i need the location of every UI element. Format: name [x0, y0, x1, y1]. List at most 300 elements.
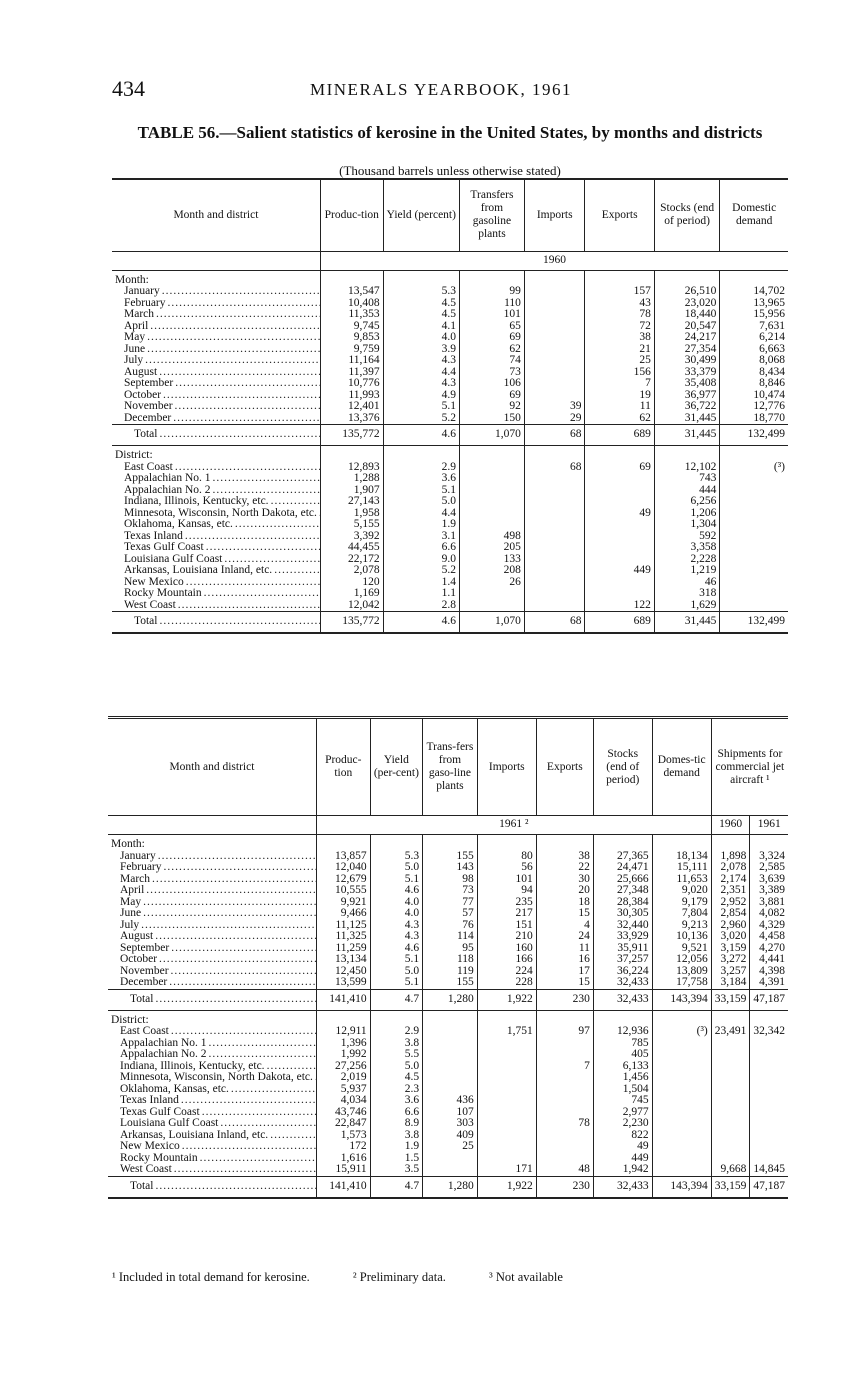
data-cell: 4.5	[383, 309, 459, 321]
empty-cell	[477, 1010, 536, 1026]
data-cell: 12,102	[654, 462, 720, 474]
data-cell: 74	[459, 355, 524, 367]
table-row	[108, 1153, 788, 1165]
data-cell: (³)	[720, 462, 788, 474]
data-cell: 43	[585, 298, 654, 310]
empty-cell	[750, 1107, 788, 1119]
data-cell: 5.0	[370, 862, 422, 874]
data-cell: 3.8	[370, 1130, 422, 1142]
data-cell: 5.5	[370, 1049, 422, 1061]
year-header: 1960	[320, 251, 788, 270]
data-cell: 5.0	[383, 496, 459, 508]
total-cell: 47,187	[750, 989, 788, 1010]
empty-cell	[524, 355, 585, 367]
empty-cell	[711, 1072, 750, 1084]
empty-cell	[652, 1164, 711, 1176]
empty-cell	[652, 1038, 711, 1050]
empty-cell	[652, 1095, 711, 1107]
data-cell: 18,770	[720, 413, 788, 425]
data-cell: 3,389	[750, 885, 788, 897]
empty-cell	[459, 462, 524, 474]
empty-cell	[585, 473, 654, 485]
table-row	[108, 885, 788, 897]
empty-cell	[477, 1095, 536, 1107]
ship-year-header: 1960	[711, 816, 750, 835]
empty-cell	[524, 446, 585, 462]
empty-cell	[316, 835, 370, 851]
data-cell: 2,854	[711, 908, 750, 920]
data-cell: 48	[536, 1164, 593, 1176]
empty-cell	[720, 600, 788, 612]
data-cell: 4	[536, 920, 593, 932]
table-row	[112, 286, 788, 298]
data-cell: 4.3	[383, 378, 459, 390]
data-cell: 228	[477, 977, 536, 989]
data-cell: 3.9	[383, 344, 459, 356]
data-cell: 9,466	[316, 908, 370, 920]
data-cell: 49	[585, 508, 654, 520]
col-header: Yield (per-cent)	[370, 718, 422, 816]
empty-cell	[423, 1038, 478, 1050]
data-cell: 35,911	[593, 943, 652, 955]
total-cell: 31,445	[654, 612, 720, 634]
row-label: January .....	[108, 851, 316, 863]
data-cell: 49	[593, 1141, 652, 1153]
empty-cell	[720, 588, 788, 600]
row-label: Total .....	[112, 612, 320, 634]
data-cell: 12,911	[316, 1026, 370, 1038]
col-header: Month and district	[108, 718, 316, 816]
data-cell: 5.3	[370, 851, 422, 863]
section-label: Month:	[115, 273, 149, 286]
table-row	[108, 908, 788, 920]
col-header: Produc-tion	[320, 179, 383, 251]
empty-cell	[477, 1107, 536, 1119]
data-cell: 8,434	[720, 367, 788, 379]
table-row	[112, 600, 788, 612]
empty-cell	[720, 508, 788, 520]
empty-cell	[536, 835, 593, 851]
table-row	[112, 496, 788, 508]
row-label: July .....	[108, 920, 316, 932]
total-cell: 33,159	[711, 1176, 750, 1198]
table-row	[108, 1072, 788, 1084]
empty-cell	[536, 1095, 593, 1107]
data-cell: 9,179	[652, 897, 711, 909]
footnotes	[112, 1270, 788, 1285]
row-label: October .....	[112, 390, 320, 402]
data-cell: 98	[423, 874, 478, 886]
empty-cell	[652, 1153, 711, 1165]
empty-cell	[423, 1153, 478, 1165]
data-cell: 36,224	[593, 966, 652, 978]
data-cell: 4,270	[750, 943, 788, 955]
row-label: July .....	[112, 355, 320, 367]
total-row	[108, 989, 788, 1010]
data-cell: 46	[654, 577, 720, 589]
data-cell: 12,401	[320, 401, 383, 413]
footnote: ² Preliminary data.	[352, 1270, 446, 1284]
row-label: August .....	[108, 931, 316, 943]
empty-cell	[524, 554, 585, 566]
data-cell: 15,111	[652, 862, 711, 874]
data-cell: 4,441	[750, 954, 788, 966]
empty-cell	[750, 1072, 788, 1084]
data-cell: 4,458	[750, 931, 788, 943]
data-cell: 1,616	[316, 1153, 370, 1165]
empty-cell	[524, 577, 585, 589]
data-cell: 101	[459, 309, 524, 321]
data-cell: 2,228	[654, 554, 720, 566]
data-cell: 5.1	[383, 485, 459, 497]
data-cell: 25	[585, 355, 654, 367]
empty-cell	[524, 485, 585, 497]
data-cell: 62	[459, 344, 524, 356]
data-cell: 9,668	[711, 1164, 750, 1176]
data-cell: 3,272	[711, 954, 750, 966]
empty-cell	[652, 1130, 711, 1142]
data-cell: 24,471	[593, 862, 652, 874]
row-label: September .....	[108, 943, 316, 955]
data-cell: 11,259	[316, 943, 370, 955]
data-cell: 114	[423, 931, 478, 943]
data-cell: 27,348	[593, 885, 652, 897]
data-cell: 745	[593, 1095, 652, 1107]
data-cell: 38	[585, 332, 654, 344]
data-cell: 133	[459, 554, 524, 566]
empty-cell	[524, 600, 585, 612]
empty-cell	[459, 485, 524, 497]
data-cell: 4,398	[750, 966, 788, 978]
data-cell: 2,960	[711, 920, 750, 932]
row-label: January .....	[112, 286, 320, 298]
table-row	[112, 378, 788, 390]
row-label: Minnesota, Wisconsin, North Dakota, etc. .....	[108, 1072, 316, 1084]
row-label: Texas Gulf Coast .....	[108, 1107, 316, 1119]
data-cell: 94	[477, 885, 536, 897]
data-cell: 4.5	[383, 298, 459, 310]
empty-cell	[524, 321, 585, 333]
empty-cell	[585, 446, 654, 462]
data-cell: 436	[423, 1095, 478, 1107]
empty-cell	[536, 1141, 593, 1153]
data-cell: 5.1	[370, 977, 422, 989]
data-cell: 7,804	[652, 908, 711, 920]
section-label-row	[112, 446, 788, 462]
empty-cell	[720, 531, 788, 543]
row-label: November .....	[108, 966, 316, 978]
col-header: Exports	[585, 179, 654, 251]
data-cell: 22,847	[316, 1118, 370, 1130]
data-cell: 122	[585, 600, 654, 612]
data-cell: 1,304	[654, 519, 720, 531]
data-cell: 11,653	[652, 874, 711, 886]
data-cell: 12,042	[320, 600, 383, 612]
table-row	[112, 401, 788, 413]
data-cell: 106	[459, 378, 524, 390]
data-cell: 39	[524, 401, 585, 413]
data-cell: 56	[477, 862, 536, 874]
empty-cell	[370, 835, 422, 851]
table-row	[108, 1130, 788, 1142]
table-row	[108, 1164, 788, 1176]
empty-cell	[477, 1072, 536, 1084]
data-cell: 9,745	[320, 321, 383, 333]
empty-cell	[524, 332, 585, 344]
data-cell: 4.0	[370, 908, 422, 920]
table-row	[112, 332, 788, 344]
data-cell: 3,392	[320, 531, 383, 543]
data-cell: 2.8	[383, 600, 459, 612]
row-label: West Coast .....	[108, 1164, 316, 1176]
data-cell: 22	[536, 862, 593, 874]
row-label: April .....	[112, 321, 320, 333]
empty-cell	[720, 446, 788, 462]
data-cell: 1.1	[383, 588, 459, 600]
data-cell: 449	[593, 1153, 652, 1165]
row-label: May .....	[108, 897, 316, 909]
total-cell: 32,433	[593, 1176, 652, 1198]
row-label: East Coast .....	[112, 462, 320, 474]
data-cell: 3,184	[711, 977, 750, 989]
empty-cell	[459, 446, 524, 462]
year-row	[108, 816, 788, 835]
empty-cell	[524, 286, 585, 298]
row-label: June .....	[112, 344, 320, 356]
data-cell: 28,384	[593, 897, 652, 909]
data-cell: 9,759	[320, 344, 383, 356]
empty-cell	[750, 1010, 788, 1026]
empty-cell	[652, 1084, 711, 1096]
data-cell: 5.1	[383, 401, 459, 413]
empty-cell	[750, 1049, 788, 1061]
data-cell: 5.2	[383, 413, 459, 425]
empty-cell	[524, 588, 585, 600]
data-cell: 1,907	[320, 485, 383, 497]
empty-cell	[524, 496, 585, 508]
row-label: November .....	[112, 401, 320, 413]
data-cell: 5,937	[316, 1084, 370, 1096]
data-cell: 217	[477, 908, 536, 920]
empty-cell	[720, 565, 788, 577]
empty-cell	[477, 1141, 536, 1153]
data-cell: 37,257	[593, 954, 652, 966]
total-cell: 1,070	[459, 612, 524, 634]
total-cell: 68	[524, 425, 585, 446]
data-cell: 11,397	[320, 367, 383, 379]
data-cell: 2,078	[320, 565, 383, 577]
total-cell: 4.6	[383, 612, 459, 634]
data-cell: 26,510	[654, 286, 720, 298]
data-cell: 30,499	[654, 355, 720, 367]
data-cell: 6,133	[593, 1061, 652, 1073]
total-cell: 141,410	[316, 1176, 370, 1198]
data-cell: 13,965	[720, 298, 788, 310]
empty-cell	[383, 270, 459, 286]
running-head: MINERALS YEARBOOK, 1961	[310, 80, 572, 99]
data-cell: 2,230	[593, 1118, 652, 1130]
data-cell: 69	[459, 332, 524, 344]
row-label: Louisiana Gulf Coast .....	[112, 554, 320, 566]
ship-year-header: 1961	[750, 816, 788, 835]
data-cell: 4.6	[370, 943, 422, 955]
empty-cell	[383, 446, 459, 462]
data-cell: 65	[459, 321, 524, 333]
data-cell: 151	[477, 920, 536, 932]
data-cell: 1.4	[383, 577, 459, 589]
section-label: District:	[111, 1013, 149, 1026]
data-cell: 12,056	[652, 954, 711, 966]
total-cell: 68	[524, 612, 585, 634]
empty-cell	[711, 835, 750, 851]
empty-cell	[750, 1095, 788, 1107]
table-row	[108, 931, 788, 943]
data-cell: 171	[477, 1164, 536, 1176]
total-cell: 1,280	[423, 1176, 478, 1198]
col-header: Trans-fers from gaso-line plants	[423, 718, 478, 816]
data-cell: 30	[536, 874, 593, 886]
empty-cell	[585, 270, 654, 286]
empty-cell	[477, 1049, 536, 1061]
data-cell: 5.2	[383, 565, 459, 577]
data-cell: 4.5	[370, 1072, 422, 1084]
data-cell: 27,143	[320, 496, 383, 508]
empty-cell	[524, 531, 585, 543]
empty-cell	[423, 1049, 478, 1061]
data-cell: 155	[423, 977, 478, 989]
row-label: March .....	[108, 874, 316, 886]
data-cell: 26	[459, 577, 524, 589]
empty-cell	[524, 519, 585, 531]
data-cell: 11	[536, 943, 593, 955]
data-cell: 1,573	[316, 1130, 370, 1142]
row-label: June .....	[108, 908, 316, 920]
row-label: Appalachian No. 2 .....	[112, 485, 320, 497]
data-cell: 7	[536, 1061, 593, 1073]
total-cell: 33,159	[711, 989, 750, 1010]
empty-cell	[536, 1084, 593, 1096]
row-label: September .....	[112, 378, 320, 390]
data-cell: 3.6	[370, 1095, 422, 1107]
data-cell: 11,325	[316, 931, 370, 943]
data-cell: 592	[654, 531, 720, 543]
empty-cell	[459, 588, 524, 600]
data-cell: 1,504	[593, 1084, 652, 1096]
row-label: Texas Inland .....	[108, 1095, 316, 1107]
table-row	[108, 1026, 788, 1038]
col-header: Shipments for commercial jet aircraft ¹	[711, 718, 788, 816]
data-cell: 36,722	[654, 401, 720, 413]
table-row	[112, 588, 788, 600]
empty-cell	[585, 588, 654, 600]
data-cell: 12,776	[720, 401, 788, 413]
empty-cell	[711, 1038, 750, 1050]
empty-cell	[720, 270, 788, 286]
row-label: New Mexico .....	[112, 577, 320, 589]
table-row	[112, 413, 788, 425]
section-label: Month:	[111, 838, 145, 850]
col-header: Stocks (end of period)	[593, 718, 652, 816]
data-cell: 12,040	[316, 862, 370, 874]
row-label: Arkansas, Louisiana Inland, etc. .....	[108, 1130, 316, 1142]
data-cell: 4,329	[750, 920, 788, 932]
data-cell: 25,666	[593, 874, 652, 886]
data-cell: 4,034	[316, 1095, 370, 1107]
total-cell: 135,772	[320, 612, 383, 634]
empty-cell	[711, 1061, 750, 1073]
empty-cell	[720, 519, 788, 531]
empty-cell	[423, 835, 478, 851]
data-cell: 107	[423, 1107, 478, 1119]
empty-cell	[320, 446, 383, 462]
data-cell: 498	[459, 531, 524, 543]
empty-cell	[652, 1118, 711, 1130]
data-cell: 3,257	[711, 966, 750, 978]
empty-cell	[423, 1061, 478, 1073]
data-cell: 12,936	[593, 1026, 652, 1038]
empty-cell	[654, 446, 720, 462]
total-cell: 230	[536, 1176, 593, 1198]
data-cell: 6,214	[720, 332, 788, 344]
empty-cell	[711, 1130, 750, 1142]
table-body	[108, 816, 788, 1198]
empty-cell	[459, 600, 524, 612]
empty-cell	[652, 835, 711, 851]
data-cell: 405	[593, 1049, 652, 1061]
data-cell: 4.9	[383, 390, 459, 402]
data-cell: 1.9	[370, 1141, 422, 1153]
empty-cell	[524, 508, 585, 520]
col-header: Produc-tion	[316, 718, 370, 816]
data-cell: 110	[459, 298, 524, 310]
empty-cell	[536, 1010, 593, 1026]
data-cell: 3,324	[750, 851, 788, 863]
col-header: Month and district	[112, 179, 320, 251]
data-cell: 35,408	[654, 378, 720, 390]
total-cell: 32,433	[593, 989, 652, 1010]
table-row	[108, 1061, 788, 1073]
empty-cell	[711, 1095, 750, 1107]
total-cell: 141,410	[316, 989, 370, 1010]
data-cell: 77	[423, 897, 478, 909]
empty-cell	[711, 1141, 750, 1153]
empty-cell	[711, 1118, 750, 1130]
total-cell: 135,772	[320, 425, 383, 446]
total-cell: 4.7	[370, 1176, 422, 1198]
data-cell: 9,213	[652, 920, 711, 932]
empty-cell	[524, 344, 585, 356]
data-cell: 155	[423, 851, 478, 863]
data-cell: 22,172	[320, 554, 383, 566]
data-cell: 31,445	[654, 413, 720, 425]
data-cell: 205	[459, 542, 524, 554]
empty-cell	[524, 309, 585, 321]
data-cell: 14,845	[750, 1164, 788, 1176]
data-cell: 157	[585, 286, 654, 298]
empty-cell	[459, 519, 524, 531]
empty-cell	[711, 1084, 750, 1096]
data-cell: 449	[585, 565, 654, 577]
table-row	[108, 1118, 788, 1130]
empty-cell	[477, 1130, 536, 1142]
section-label-row	[112, 270, 788, 286]
table-row	[108, 1049, 788, 1061]
row-label: Arkansas, Louisiana Inland, etc. .....	[112, 565, 320, 577]
table-row	[108, 977, 788, 989]
data-cell: 3,020	[711, 931, 750, 943]
data-cell: 4.6	[370, 885, 422, 897]
row-label: Total .....	[112, 425, 320, 446]
